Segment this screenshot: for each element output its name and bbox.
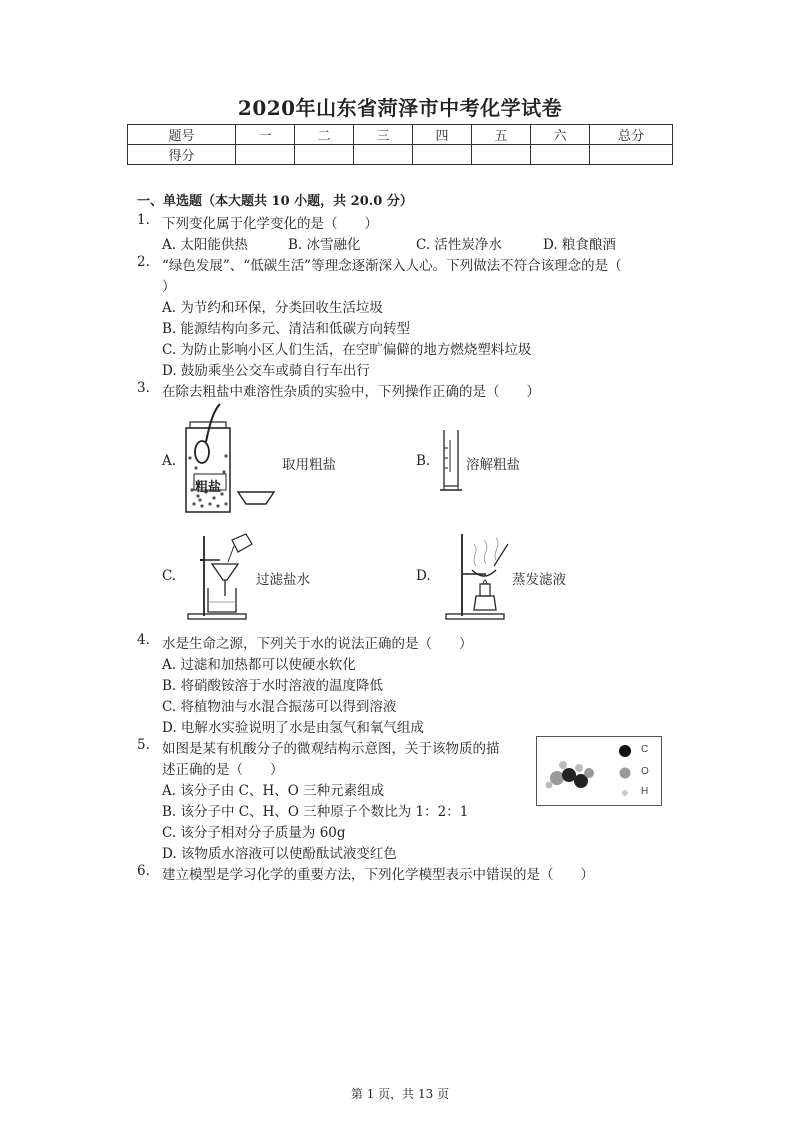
option-c: C. 该分子相对分子质量为 60g bbox=[162, 825, 346, 841]
question-stem: 建立模型是学习化学的重要方法，下列化学模型表示中错误的是（ ） bbox=[162, 867, 594, 883]
legend-c: C bbox=[641, 744, 649, 755]
option-b: B. 该分子中 C、H、O 三种原子个数比为 1：2：1 bbox=[162, 804, 469, 820]
question-stem: 在除去粗盐中难溶性杂质的实验中，下列操作正确的是（ ） bbox=[162, 384, 540, 400]
page-footer: 第 1 页，共 13 页 bbox=[350, 1087, 450, 1101]
question-stem: 下列变化属于化学变化的是（ ） bbox=[162, 216, 378, 232]
option-c: C. 活性炭净水 bbox=[416, 237, 502, 253]
question-stem: 如图是某有机酸分子的微观结构示意图，关于该物质的描 bbox=[162, 741, 500, 757]
score-table-row bbox=[128, 145, 673, 165]
option-a: A. 过滤和加热都可以使硬水软化 bbox=[162, 657, 356, 673]
table-cell bbox=[236, 145, 295, 165]
salt-jar-figure bbox=[180, 400, 280, 518]
question-number: 1. bbox=[137, 212, 150, 228]
option-b: B. 将硝酸铵溶于水时溶液的温度降低 bbox=[162, 678, 384, 694]
filtration-figure bbox=[180, 530, 260, 622]
question-number: 6. bbox=[137, 863, 150, 879]
table-cell: 二 bbox=[295, 125, 354, 145]
molecule-figure bbox=[536, 736, 662, 806]
question-stem-cont: ） bbox=[162, 279, 176, 295]
question-number: 4. bbox=[137, 632, 150, 648]
table-cell: 四 bbox=[413, 125, 472, 145]
question-number: 5. bbox=[137, 737, 150, 753]
option-b: B. 能源结构向多元、清洁和低碳方向转型 bbox=[162, 321, 411, 337]
option-d: D. 电解水实验说明了水是由氢气和氧气组成 bbox=[162, 720, 424, 736]
option-a: A. 太阳能供热 bbox=[162, 237, 248, 253]
option-a: A. 为节约和环保，分类回收生活垃圾 bbox=[162, 300, 383, 316]
option-a: A. 该分子由 C、H、O 三种元素组成 bbox=[162, 783, 385, 799]
table-cell: 六 bbox=[531, 125, 590, 145]
jar-label: 粗盐 bbox=[195, 480, 222, 495]
option-d: D. 粮食酿酒 bbox=[543, 237, 616, 253]
question-number: 3. bbox=[137, 380, 150, 396]
option-c-caption: 过滤盐水 bbox=[256, 572, 310, 588]
score-table bbox=[127, 124, 673, 165]
table-cell bbox=[413, 145, 472, 165]
section-heading: 一、单选题（本大题共 10 小题，共 20.0 分） bbox=[137, 194, 413, 209]
option-d-letter: D. bbox=[416, 568, 431, 584]
legend-o: O bbox=[641, 766, 649, 777]
option-b-caption: 溶解粗盐 bbox=[466, 457, 520, 473]
option-a-letter: A. bbox=[162, 453, 177, 469]
graduated-cylinder-figure bbox=[436, 428, 466, 494]
option-d-caption: 蒸发滤液 bbox=[512, 572, 566, 588]
option-c: C. 将植物油与水混合振荡可以得到溶液 bbox=[162, 699, 397, 715]
question-stem: 水是生命之源，下列关于水的说法正确的是（ ） bbox=[162, 636, 473, 652]
table-cell bbox=[354, 145, 413, 165]
option-b: B. 冰雪融化 bbox=[288, 237, 361, 253]
table-cell bbox=[472, 145, 531, 165]
option-d: D. 鼓励乘坐公交车或骑自行车出行 bbox=[162, 363, 370, 379]
score-table-header-row bbox=[128, 125, 673, 145]
table-cell: 一 bbox=[236, 125, 295, 145]
table-cell bbox=[295, 145, 354, 165]
option-d: D. 该物质水溶液可以使酚酞试液变红色 bbox=[162, 846, 397, 862]
table-cell bbox=[590, 145, 673, 165]
evaporation-figure bbox=[436, 530, 516, 622]
option-a-caption: 取用粗盐 bbox=[282, 457, 336, 473]
table-cell bbox=[531, 145, 590, 165]
page-title: 2020年山东省菏泽市中考化学试卷 bbox=[237, 96, 563, 120]
table-cell: 总分 bbox=[590, 125, 673, 145]
table-cell: 三 bbox=[354, 125, 413, 145]
table-cell: 得分 bbox=[128, 145, 236, 165]
question-number: 2. bbox=[137, 254, 150, 270]
option-c: C. 为防止影响小区人们生活，在空旷偏僻的地方燃烧塑料垃圾 bbox=[162, 342, 532, 358]
option-b-letter: B. bbox=[416, 453, 431, 469]
question-stem-cont: 述正确的是（ ） bbox=[162, 762, 284, 778]
legend-h: H bbox=[641, 786, 649, 797]
table-cell: 五 bbox=[472, 125, 531, 145]
question-stem: “绿色发展”、“低碳生活”等理念逐渐深入人心。下列做法不符合该理念的是（ bbox=[162, 258, 622, 274]
table-cell: 题号 bbox=[128, 125, 236, 145]
option-c-letter: C. bbox=[162, 568, 177, 584]
